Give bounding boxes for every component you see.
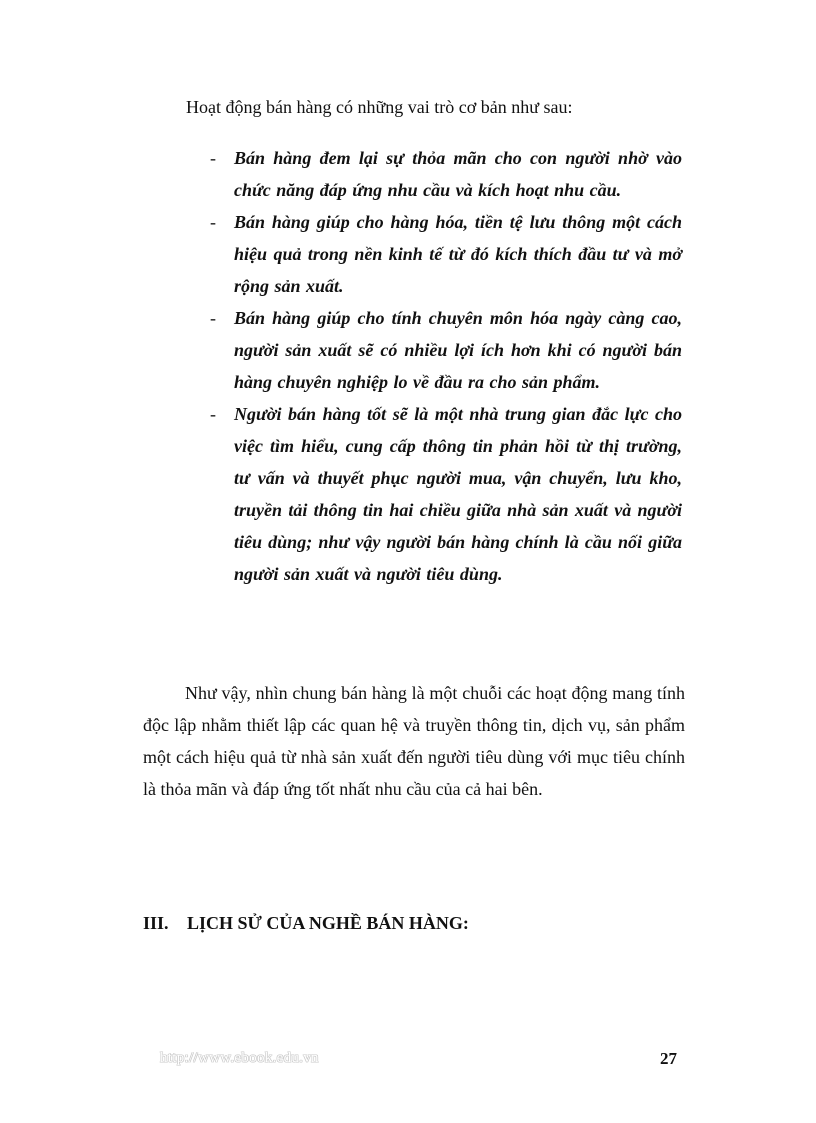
- dash-marker: -: [210, 148, 216, 168]
- list-item-text: Bán hàng đem lại sự thỏa mãn cho con người nhờ vào chức năng đáp ứng nhu cầu và kích hoạt nhu cầu.: [234, 148, 682, 200]
- section-title: LỊCH SỬ CỦA NGHỀ BÁN HÀNG:: [187, 913, 469, 933]
- dash-marker: -: [210, 308, 216, 328]
- summary-paragraph: Như vậy, nhìn chung bán hàng là một chuỗi các hoạt động mang tính độc lập nhằm thiết lập các quan hệ và truyền thông tin, dịch vụ, sản phẩm một cách hiệu quả từ nhà sản xuất đến người tiêu dùng với mục tiêu chính là thỏa mãn và đáp ứng tốt nhất nhu cầu của cả hai bên.: [143, 683, 685, 799]
- page-number: 27: [660, 1049, 677, 1068]
- list-item: [198, 302, 682, 398]
- list-item-text: Bán hàng giúp cho tính chuyên môn hóa ngày càng cao, người sản xuất sẽ có nhiều lợi ích hơn khi có người bán hàng chuyên nghiệp lo về đầu ra cho sản phẩm.: [234, 308, 682, 392]
- list-item: [198, 206, 682, 302]
- role-list: [198, 142, 682, 590]
- list-item-text: Bán hàng giúp cho hàng hóa, tiền tệ lưu thông một cách hiệu quả trong nền kinh tế từ đó kích thích đầu tư và mở rộng sản xuất.: [234, 212, 682, 296]
- list-item: [198, 142, 682, 206]
- list-item: [198, 398, 682, 590]
- section-heading: [143, 907, 683, 939]
- section-number: III.: [143, 913, 169, 933]
- intro-paragraph: Hoạt động bán hàng có những vai trò cơ bản như sau:: [186, 97, 573, 117]
- dash-marker: -: [210, 212, 216, 232]
- dash-marker: -: [210, 404, 216, 424]
- list-item-text: Người bán hàng tốt sẽ là một nhà trung gian đắc lực cho việc tìm hiểu, cung cấp thông tin phản hồi từ thị trường, tư vấn và thuyết phục người mua, vận chuyển, lưu kho, truyền tải thông tin hai chiều giữa nhà sản xuất và người tiêu dùng; như vậy người bán hàng chính là cầu nối giữa người sản xuất và người tiêu dùng.: [234, 404, 682, 584]
- footer-watermark-url: http://www.ebook.edu.vn: [160, 1050, 319, 1066]
